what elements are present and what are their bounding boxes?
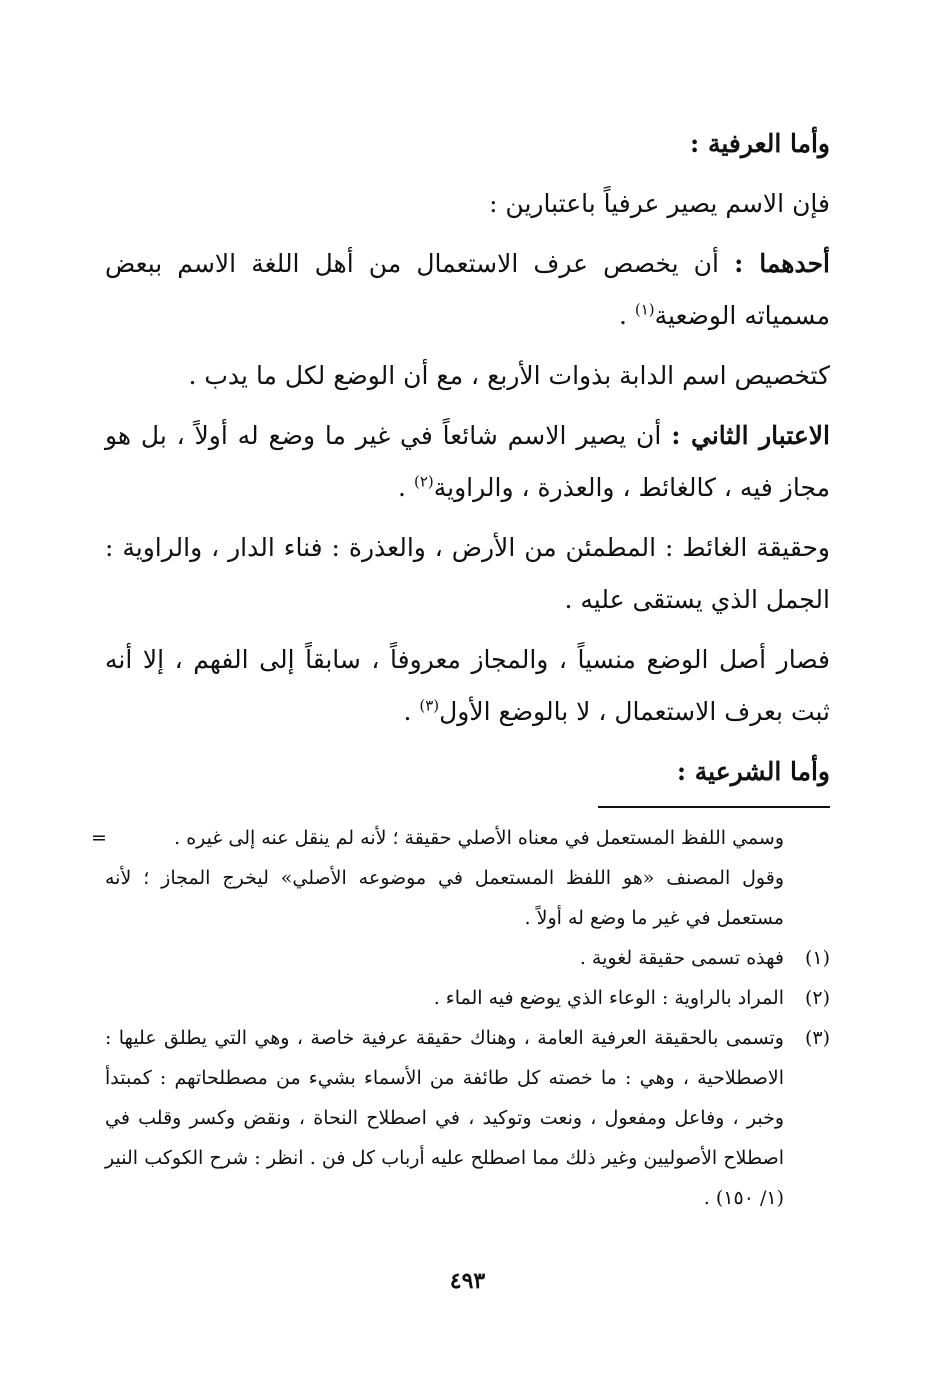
footnote-ref-2: (٢) bbox=[413, 472, 434, 491]
footnote-ref-3: (٣) bbox=[419, 696, 440, 715]
footnote-text: المراد بالراوية : الوعاء الذي يوضع فيه الماء . bbox=[433, 987, 784, 1009]
second-text: أن يصير الاسم شائعاً في غير ما وضع له أولاً ، بل هو مجاز فيه ، كالغائط ، والعذرة ، والراوية bbox=[105, 421, 830, 502]
footnote-1 bbox=[105, 938, 830, 978]
footnote-3 bbox=[105, 1018, 830, 1218]
continuation-mark: = bbox=[91, 827, 107, 849]
paragraph-example: كتخصيص اسم الدابة بذوات الأربع ، مع أن الوضع لكل ما يدب . bbox=[188, 361, 830, 390]
main-text bbox=[105, 118, 830, 806]
result-end: . bbox=[403, 697, 420, 726]
page-number: ٤٩٣ bbox=[449, 1268, 486, 1294]
paragraph-first-consideration bbox=[105, 238, 830, 342]
footnote-number: (٣) bbox=[804, 1027, 830, 1049]
footnotes bbox=[91, 818, 830, 1218]
footnote-number: (١) bbox=[804, 947, 830, 969]
footnote-2 bbox=[105, 978, 830, 1018]
heading-urfiya: وأما العرفية : bbox=[690, 129, 830, 158]
paragraph-result bbox=[105, 634, 830, 738]
second-label: الاعتبار الثاني : bbox=[671, 421, 830, 450]
heading-shariya: وأما الشرعية : bbox=[676, 757, 830, 786]
first-end: . bbox=[618, 301, 635, 330]
paragraph-intro: فإن الاسم يصير عرفياً باعتبارين : bbox=[489, 189, 830, 218]
footnote-text: وتسمى بالحقيقة العرفية العامة ، وهناك حقيقة عرفية خاصة ، وهي التي يطلق عليها : الاصطلاحية ، وهي : ما خصته كل طائفة من الأسماء بشيء من مصطلحاتهم : كمبتدأ وخبر ، وفاعل ومفعول ، ونعت وتوكيد ، في اصطلاح النحاة ، ونقض وكسر وقلب في اصطلاح الأصوليين وغير ذلك مما اصطلح عليه أرباب كل فن . انظر : شرح الكوكب النير (١/ ١٥٠) . bbox=[105, 1027, 784, 1209]
footnote-separator bbox=[598, 806, 830, 808]
first-text: أن يخصص عرف الاستعمال من أهل اللغة الاسم ببعض مسمياته الوضعية bbox=[105, 249, 830, 330]
second-end: . bbox=[398, 473, 414, 502]
footnote-text: فهذه تسمى حقيقة لغوية . bbox=[579, 947, 784, 969]
footnote-ref-1: (١) bbox=[634, 300, 655, 319]
result-text: فصار أصل الوضع منسياً ، والمجاز معروفاً ، سابقاً إلى الفهم ، إلا أنه ثبت بعرف الاستعمال ، لا بالوضع الأول bbox=[105, 645, 830, 726]
footnote-number: (٢) bbox=[804, 987, 830, 1009]
continuation-1-text: وسمي اللفظ المستعمل في معناه الأصلي حقيقة ؛ لأنه لم ينقل عنه إلى غيره . bbox=[174, 827, 784, 849]
paragraph-second-consideration bbox=[105, 410, 830, 514]
first-label: أحدهما : bbox=[734, 249, 830, 278]
footnote-continuation-1 bbox=[91, 818, 830, 858]
paragraph-haqiqa: وحقيقة الغائط : المطمئن من الأرض ، والعذرة : فناء الدار ، والراوية : الجمل الذي يستقى عليه . bbox=[105, 533, 830, 614]
footnote-continuation-2: وقول المصنف «هو اللفظ المستعمل في موضوعه الأصلي» ليخرج المجاز ؛ لأنه مستعمل في غير ما وضع له أولاً . bbox=[105, 867, 784, 929]
